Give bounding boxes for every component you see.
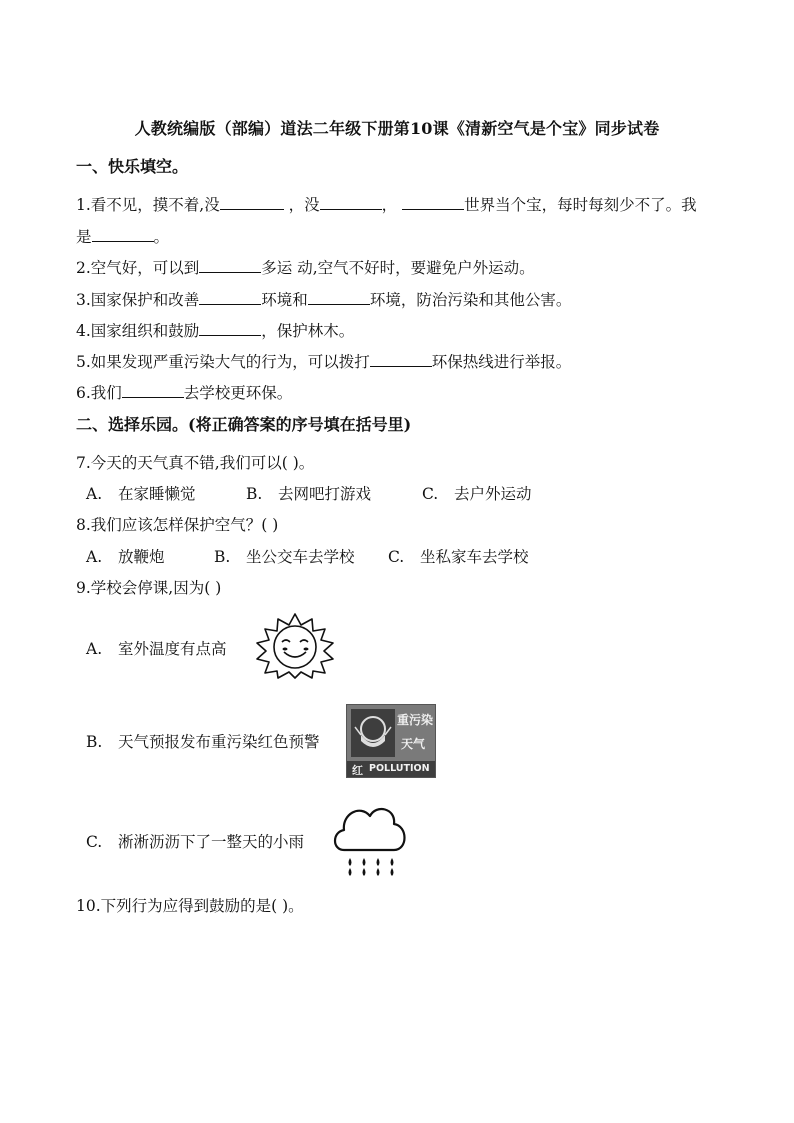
answer-blank[interactable] — [370, 350, 432, 367]
question-3: 3.国家保护和改善 环境和 环境，防治污染和其他公害。 — [76, 288, 571, 310]
question-2: 2.空气好，可以到 多运 动,空气不好时，要避免户外运动。 — [76, 256, 535, 278]
question-5: 5.如果发现严重污染大气的行为，可以拨打 环保热线进行举报。 — [76, 350, 571, 372]
rain-cloud-icon — [330, 796, 408, 878]
answer-blank[interactable] — [199, 256, 261, 273]
question-4: 4.国家组织和鼓励 ，保护林木。 — [76, 319, 354, 341]
question-9-stem: 9.学校会停课,因为( ) — [76, 579, 222, 597]
sun-icon — [250, 612, 340, 680]
section-1-heading: 一、快乐填空。 — [76, 157, 189, 176]
option-c[interactable]: C. 去户外运动 — [422, 485, 532, 503]
answer-blank[interactable] — [320, 193, 382, 210]
question-1-line-1: 1.看不见，摸不着,没 ，没 ， 世界当个宝，每时每刻少不了。我 — [76, 193, 697, 215]
question-9-option-c[interactable]: C. 淅淅沥沥下了一整天的小雨 — [86, 833, 305, 851]
question-1-line-2: 是 。 — [76, 225, 169, 247]
question-6: 6.我们 去学校更环保。 — [76, 381, 292, 403]
answer-blank[interactable] — [220, 193, 284, 210]
sign-line-1: 重污染 — [397, 713, 434, 727]
option-a[interactable]: A. 放鞭炮 — [86, 548, 165, 566]
question-9-option-a[interactable]: A. 室外温度有点高 — [86, 640, 227, 658]
option-a[interactable]: A. 在家睡懒觉 — [86, 485, 196, 503]
answer-blank[interactable] — [402, 193, 464, 210]
question-9-option-b[interactable]: B. 天气预报发布重污染红色预警 — [86, 733, 320, 751]
page-title: 人教统编版（部编）道法二年级下册第10课《清新空气是个宝》同步试卷 — [134, 119, 660, 138]
question-10-stem: 10.下列行为应得到鼓励的是( )。 — [76, 897, 304, 915]
answer-blank[interactable] — [199, 288, 261, 305]
mask-face-icon — [351, 709, 395, 757]
option-b[interactable]: B. 坐公交车去学校 — [214, 548, 355, 566]
pollution-warning-icon — [346, 704, 436, 778]
question-8-stem: 8.我们应该怎样保护空气？( ) — [76, 516, 279, 534]
sign-bottom-bar: 红 POLLUTION — [347, 761, 435, 777]
section-2-heading: 二、选择乐园。(将正确答案的序号填在括号里) — [76, 415, 412, 434]
answer-blank[interactable] — [308, 288, 370, 305]
answer-blank[interactable] — [92, 225, 154, 242]
option-b[interactable]: B. 去网吧打游戏 — [246, 485, 372, 503]
answer-blank[interactable] — [199, 319, 261, 336]
answer-blank[interactable] — [122, 381, 184, 398]
question-7-stem: 7.今天的天气真不错,我们可以( )。 — [76, 454, 315, 472]
sign-line-2: 天气 — [401, 737, 426, 751]
option-c[interactable]: C. 坐私家车去学校 — [388, 548, 529, 566]
